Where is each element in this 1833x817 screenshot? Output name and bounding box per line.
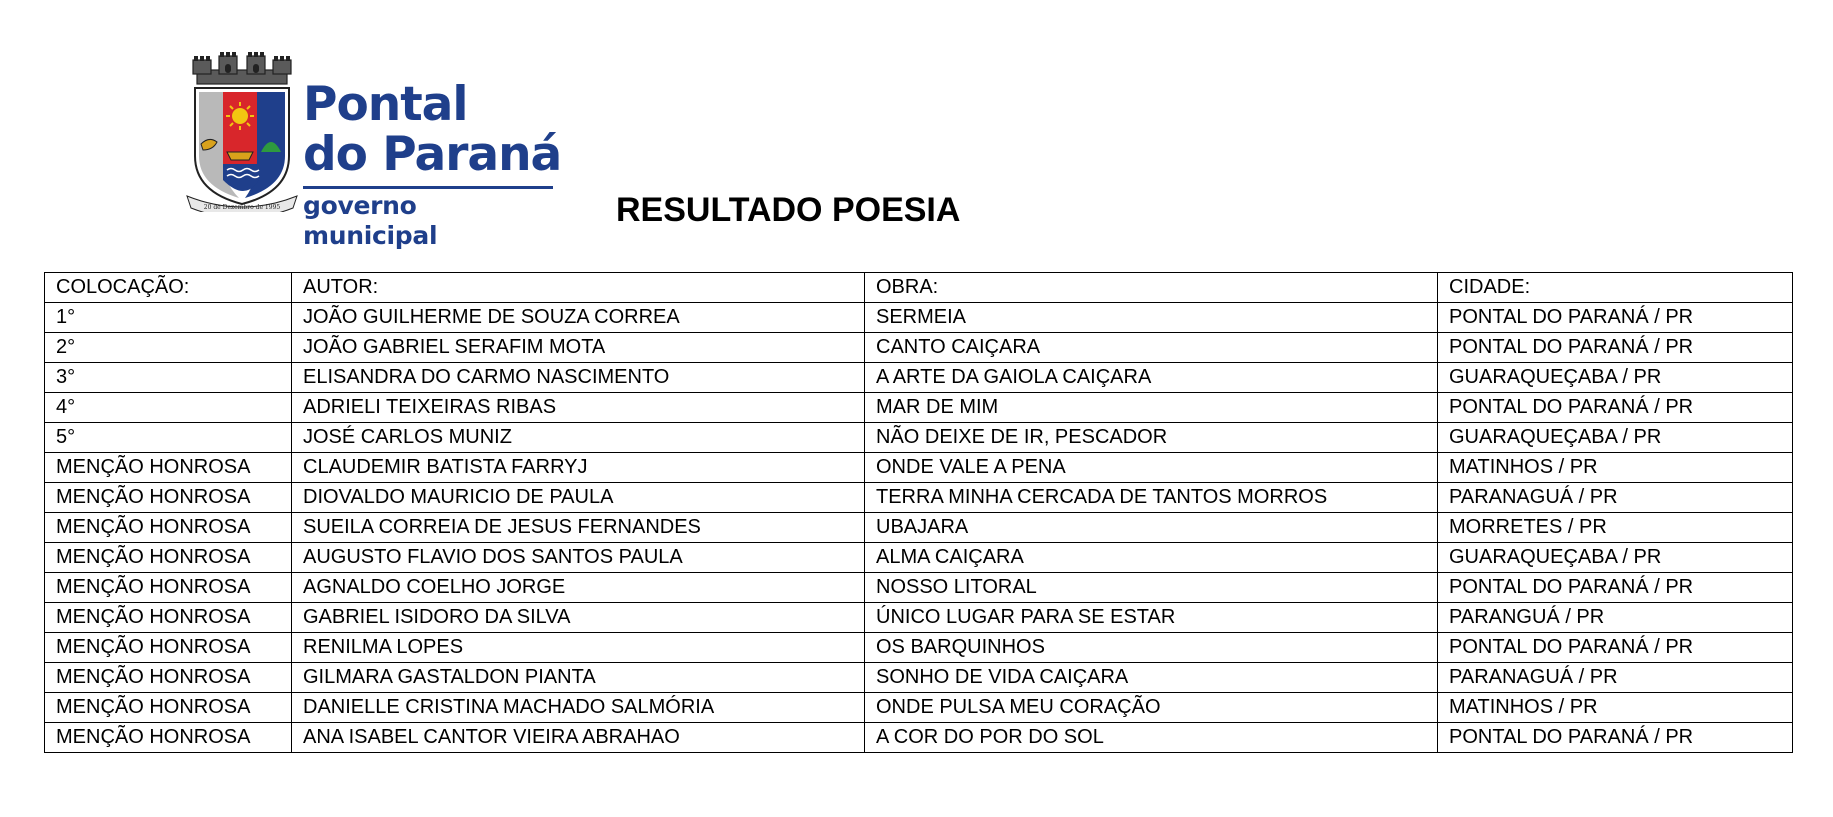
cell-author: JOÃO GUILHERME DE SOUZA CORREA	[292, 303, 865, 333]
brand-line-2: do Paraná	[303, 127, 562, 182]
cell-work: SERMEIA	[865, 303, 1438, 333]
table-row	[45, 723, 1793, 753]
table-row	[45, 693, 1793, 723]
cell-city: PONTAL DO PARANÁ / PR	[1438, 303, 1793, 333]
cell-author: GABRIEL ISIDORO DA SILVA	[292, 603, 865, 633]
cell-city: PARANAGUÁ / PR	[1438, 483, 1793, 513]
table-row	[45, 603, 1793, 633]
cell-work: NÃO DEIXE DE IR, PESCADOR	[865, 423, 1438, 453]
cell-city: MORRETES / PR	[1438, 513, 1793, 543]
table-row	[45, 513, 1793, 543]
cell-author: JOSÉ CARLOS MUNIZ	[292, 423, 865, 453]
cell-city: MATINHOS / PR	[1438, 453, 1793, 483]
cell-city: PONTAL DO PARANÁ / PR	[1438, 573, 1793, 603]
cell-work: NOSSO LITORAL	[865, 573, 1438, 603]
cell-placement: 1°	[45, 303, 292, 333]
header-city: CIDADE:	[1438, 273, 1793, 303]
cell-city: PARANAGUÁ / PR	[1438, 663, 1793, 693]
cell-city: MATINHOS / PR	[1438, 693, 1793, 723]
crest-ribbon-text: 20 de Dezembro de 1995	[203, 204, 281, 211]
table-row	[45, 363, 1793, 393]
results-table	[44, 272, 1793, 753]
cell-author: SUEILA CORREIA DE JESUS FERNANDES	[292, 513, 865, 543]
cell-work: ONDE PULSA MEU CORAÇÃO	[865, 693, 1438, 723]
cell-work: A ARTE DA GAIOLA CAIÇARA	[865, 363, 1438, 393]
cell-author: GILMARA GASTALDON PIANTA	[292, 663, 865, 693]
cell-city: GUARAQUEÇABA / PR	[1438, 543, 1793, 573]
table-row	[45, 483, 1793, 513]
table-row	[45, 633, 1793, 663]
header-placement: COLOCAÇÃO:	[45, 273, 292, 303]
cell-author: AGNALDO COELHO JORGE	[292, 573, 865, 603]
cell-author: DANIELLE CRISTINA MACHADO SALMÓRIA	[292, 693, 865, 723]
cell-placement: MENÇÃO HONROSA	[45, 483, 292, 513]
cell-placement: 4°	[45, 393, 292, 423]
cell-author: DIOVALDO MAURICIO DE PAULA	[292, 483, 865, 513]
cell-work: SONHO DE VIDA CAIÇARA	[865, 663, 1438, 693]
cell-work: ALMA CAIÇARA	[865, 543, 1438, 573]
cell-author: RENILMA LOPES	[292, 633, 865, 663]
cell-work: A COR DO POR DO SOL	[865, 723, 1438, 753]
cell-work: UBAJARA	[865, 513, 1438, 543]
cell-city: PONTAL DO PARANÁ / PR	[1438, 393, 1793, 423]
cell-city: PONTAL DO PARANÁ / PR	[1438, 333, 1793, 363]
table-row	[45, 333, 1793, 363]
cell-author: ELISANDRA DO CARMO NASCIMENTO	[292, 363, 865, 393]
cell-work: ONDE VALE A PENA	[865, 453, 1438, 483]
cell-placement: MENÇÃO HONROSA	[45, 453, 292, 483]
cell-author: AUGUSTO FLAVIO DOS SANTOS PAULA	[292, 543, 865, 573]
cell-placement: MENÇÃO HONROSA	[45, 693, 292, 723]
table-row	[45, 303, 1793, 333]
header-author: AUTOR:	[292, 273, 865, 303]
table-row	[45, 543, 1793, 573]
cell-city: GUARAQUEÇABA / PR	[1438, 423, 1793, 453]
header-work: OBRA:	[865, 273, 1438, 303]
cell-placement: MENÇÃO HONROSA	[45, 513, 292, 543]
brand-wordmark	[303, 77, 562, 251]
cell-work: ÚNICO LUGAR PARA SE ESTAR	[865, 603, 1438, 633]
page-title: RESULTADO POESIA	[616, 191, 961, 229]
cell-author: CLAUDEMIR BATISTA FARRYJ	[292, 453, 865, 483]
cell-work: OS BARQUINHOS	[865, 633, 1438, 663]
cell-placement: MENÇÃO HONROSA	[45, 573, 292, 603]
brand-divider	[303, 186, 553, 251]
cell-author: ANA ISABEL CANTOR VIEIRA ABRAHAO	[292, 723, 865, 753]
cell-city: PARANGUÁ / PR	[1438, 603, 1793, 633]
cell-placement: MENÇÃO HONROSA	[45, 603, 292, 633]
cell-placement: MENÇÃO HONROSA	[45, 633, 292, 663]
cell-work: TERRA MINHA CERCADA DE TANTOS MORROS	[865, 483, 1438, 513]
cell-city: GUARAQUEÇABA / PR	[1438, 363, 1793, 393]
cell-placement: MENÇÃO HONROSA	[45, 663, 292, 693]
table-row	[45, 663, 1793, 693]
brand-line-3: governo municipal	[303, 191, 438, 250]
cell-placement: 3°	[45, 363, 292, 393]
table-row	[45, 393, 1793, 423]
brand-line-1: Pontal	[303, 77, 468, 132]
cell-work: CANTO CAIÇARA	[865, 333, 1438, 363]
table-row	[45, 573, 1793, 603]
cell-city: PONTAL DO PARANÁ / PR	[1438, 633, 1793, 663]
municipality-logo	[183, 52, 563, 250]
cell-work: MAR DE MIM	[865, 393, 1438, 423]
cell-placement: MENÇÃO HONROSA	[45, 543, 292, 573]
table-row	[45, 423, 1793, 453]
cell-author: JOÃO GABRIEL SERAFIM MOTA	[292, 333, 865, 363]
cell-placement: MENÇÃO HONROSA	[45, 723, 292, 753]
table-row	[45, 453, 1793, 483]
cell-placement: 2°	[45, 333, 292, 363]
cell-placement: 5°	[45, 423, 292, 453]
coat-of-arms-icon	[183, 52, 301, 212]
table-header-row	[45, 273, 1793, 303]
cell-city: PONTAL DO PARANÁ / PR	[1438, 723, 1793, 753]
cell-author: ADRIELI TEIXEIRAS RIBAS	[292, 393, 865, 423]
